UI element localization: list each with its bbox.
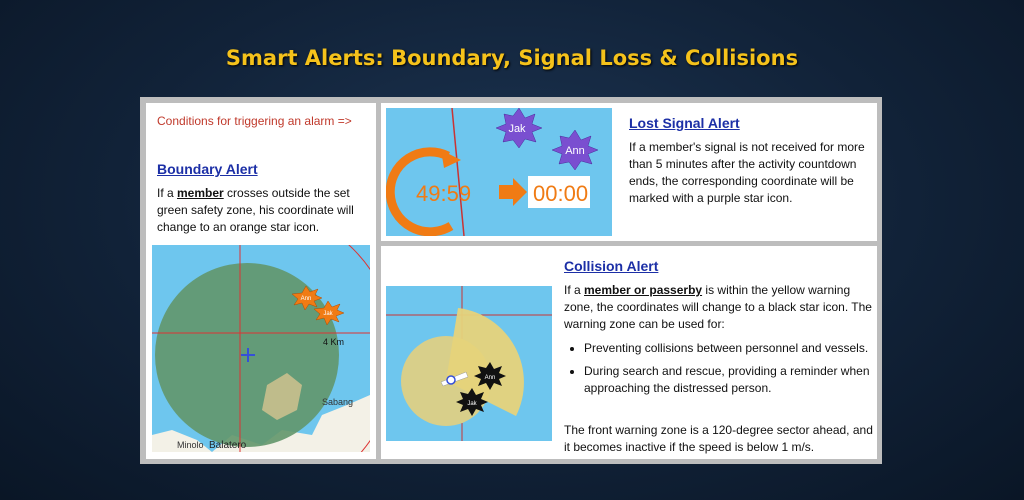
member-term: member — [177, 186, 224, 200]
boundary-description: If a member crosses outside the set green safety zone, his coordinate will change to an orange star icon. — [157, 186, 354, 234]
svg-text:Balatero: Balatero — [209, 440, 247, 451]
boundary-alert-heading: Boundary Alert — [157, 161, 258, 177]
list-item: • Preventing collisions between personnel and vessels. — [584, 340, 874, 357]
svg-text:Jak: Jak — [323, 311, 333, 317]
countdown-illustration — [386, 108, 612, 236]
page-title: Smart Alerts: Boundary, Signal Loss & Collisions — [225, 46, 799, 70]
svg-text:Minolo: Minolo — [177, 440, 204, 450]
timer-to: 00:00 — [533, 181, 589, 206]
svg-text:Ann: Ann — [484, 375, 496, 381]
collision-uses-list — [564, 340, 874, 403]
collision-illustration — [386, 286, 552, 441]
collision-description: If a member or passerby is within the yellow warning zone, the coordinates will change to a black star icon. The warning zone can be used for: — [564, 283, 872, 331]
svg-text:Jak: Jak — [508, 123, 526, 135]
lost-signal-description: If a member's signal is not received for more than 5 minutes after the activity countdown ends, the corresponding coordinate will be marked with a purple star icon. — [629, 140, 865, 205]
collision-footer: The front warning zone is a 120-degree sector ahead, and it becomes inactive if the speed is below 1 m/s. — [564, 423, 873, 454]
conditions-text: Conditions for triggering an alarm => — [157, 114, 352, 128]
timer-from: 49:59 — [416, 181, 472, 206]
member-passerby-term: member or passerby — [584, 283, 703, 297]
boundary-map — [152, 245, 370, 452]
svg-text:Ann: Ann — [300, 296, 312, 302]
collision-heading: Collision Alert — [564, 258, 659, 274]
svg-text:Sabang: Sabang — [322, 397, 354, 407]
svg-text:Jak: Jak — [467, 401, 477, 407]
collision-panel — [381, 246, 877, 459]
lost-signal-heading: Lost Signal Alert — [629, 115, 740, 131]
lost-signal-panel — [381, 103, 877, 241]
boundary-panel — [146, 103, 376, 459]
svg-text:Ann: Ann — [565, 145, 585, 157]
list-item: • During search and rescue, providing a reminder when approaching the distressed person. — [584, 363, 874, 397]
distance-label: 4 Km — [323, 337, 345, 347]
